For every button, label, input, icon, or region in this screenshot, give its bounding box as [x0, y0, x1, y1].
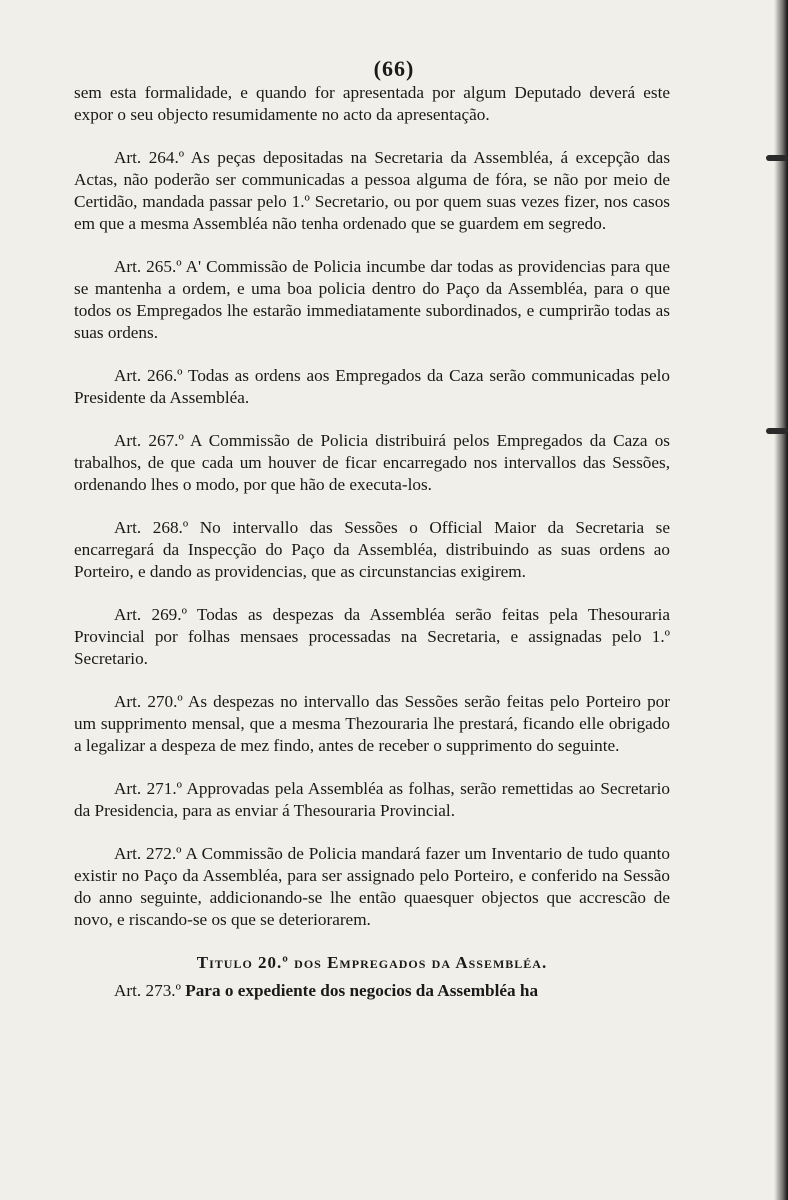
article-268 [74, 517, 670, 583]
section-heading: Titulo 20.º dos Empregados da Assembléa. [196, 953, 548, 972]
article-label: Art. 273.º [114, 981, 181, 1000]
article-text: Todas as ordens aos Empregados da Caza serão communicadas pelo Presidente da Assembléa. [74, 366, 670, 407]
body-text [74, 82, 670, 1023]
article-text: Para o expediente dos negocios da Assembléa ha [185, 981, 539, 1000]
article-text: A Commissão de Policia mandará fazer um Inventario de tudo quanto existir no Paço da Assembléa, para ser assignado pelo Porteiro, e conferido na Sessão do anno seguinte, addicionando-se lhe então quaesquer objectos que accrescão de novo, e riscando-se os que se deteriorarem. [74, 844, 670, 929]
article-label: Art. 268.º [114, 518, 189, 537]
article-label: Art. 272.º [114, 844, 182, 863]
article-264 [74, 147, 670, 235]
edge-ink-mark [766, 155, 788, 161]
article-270 [74, 691, 670, 757]
article-text: No intervallo das Sessões o Official Maior da Secretaria se encarregará da Inspecção do Paço da Assembléa, distribuindo as suas ordens ao Porteiro, e dando as providencias, que as circunstancias exigirem. [74, 518, 670, 581]
article-label: Art. 265.º [114, 257, 182, 276]
article-271 [74, 778, 670, 822]
article-266 [74, 365, 670, 409]
page-number: (66) [373, 56, 415, 81]
article-272 [74, 843, 670, 931]
paragraph-continuation [74, 82, 670, 126]
article-label: Art. 271.º [114, 779, 182, 798]
article-label: Art. 270.º [114, 692, 183, 711]
article-label: Art. 266.º [114, 366, 183, 385]
article-label: Art. 267.º [114, 431, 184, 450]
article-text: Approvadas pela Assembléa as folhas, serão remettidas ao Secretario da Presidencia, para as enviar á Thesouraria Provincial. [74, 779, 670, 820]
article-text: A Commissão de Policia distribuirá pelos Empregados da Caza os trabalhos, de que cada um houver de ficar encarregado nos intervallos das Sessões, ordenando lhes o modo, por que hão de executa-los. [74, 431, 670, 494]
edge-ink-mark [766, 428, 788, 434]
article-text: As despezas no intervallo das Sessões serão feitas pelo Porteiro por um supprimento mensal, que a mesma Thezouraria lhe prestará, ficando elle obrigado a legalizar a despeza de mez findo, antes de receber o supprimento do seguinte. [74, 692, 670, 755]
article-label: Art. 269.º [114, 605, 187, 624]
article-273 [74, 980, 670, 1002]
paragraph-text: sem esta formalidade, e quando for apresentada por algum Deputado deverá este expor o seu objecto resumidamente no acto da apresentação. [74, 83, 670, 124]
article-267 [74, 430, 670, 496]
article-265 [74, 256, 670, 344]
article-text: Todas as despezas da Assembléa serão feitas pela Thesouraria Provincial por folhas mensaes processadas na Secretaria, e assignadas pelo 1.º Secretario. [74, 605, 670, 668]
page-edge-shadow [774, 0, 788, 1200]
article-text: A' Commissão de Policia incumbe dar todas as providencias para que se mantenha a ordem, e uma boa policia dentro do Paço da Assembléa, para o que todos os Empregados lhe estarão immediatamente subordinados, e cumprirão todas as suas ordens. [74, 257, 670, 342]
article-text: As peças depositadas na Secretaria da Assembléa, á excepção das Actas, não poderão ser communicadas a pessoa alguma de fóra, se não por meio de Certidão, mandada passar pelo 1.º Secretario, ou por quem suas vezes fizer, nos casos em que a mesma Assembléa não tenha ordenado que se guardem em segredo. [74, 148, 671, 233]
article-269 [74, 604, 670, 670]
article-label: Art. 264.º [114, 148, 185, 167]
